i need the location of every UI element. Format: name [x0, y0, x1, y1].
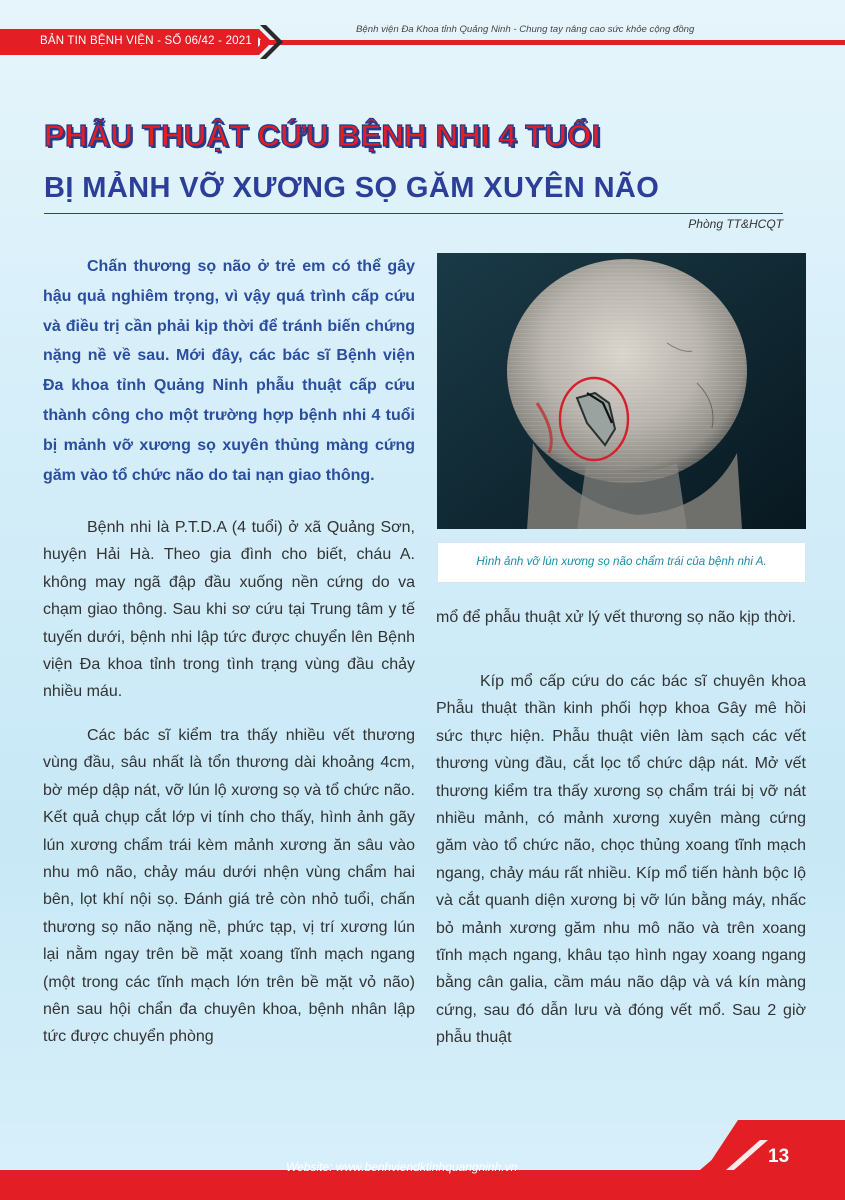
header-chevron-icon — [250, 23, 290, 61]
article-lead: Chấn thương sọ não ở trẻ em có thể gây hậu quả nghiêm trọng, vì vậy quá trình cấp cứu và điều trị cần phải kịp thời để tránh biến chứng nặng nề về sau. Mới đây, các bác sĩ Bệnh viện Đa khoa tỉnh Quảng Ninh phẫu thuật cấp cứu thành công cho một trường hợp bệnh nhi 4 tuổi bị mảnh vỡ xương sọ xuyên thủng màng cứng găm vào tổ chức não do tai nạn giao thông. — [43, 258, 415, 484]
paragraph-3: mổ để phẫu thuật xử lý vết thương sọ não kịp thời. — [436, 609, 796, 626]
ct-scan-photo — [437, 253, 806, 529]
page-number: 13 — [768, 1146, 790, 1167]
paragraph-2: Các bác sĩ kiểm tra thấy nhiều vết thương vùng đầu, sâu nhất là tổn thương dài khoảng 4cm, bờ mép dập nát, vỡ lún lộ xương sọ và tổ chức não. Kết quả chụp cắt lớp vi tính cho thấy, hình ảnh gãy lún xương chẩm trái kèm mảnh xương ăn sâu vào nhu mô não, chảy máu dưới nhện vùng chẩm hai bên, lọt khí nội sọ. Đánh giá trẻ còn nhỏ tuổi, chấn thương sọ não nặng nề, phức tạp, vị trí xương lún lại nằm ngay trên bề mặt xoang tĩnh mạch ngang (một trong các tĩnh mạch lớn trên bề mặt vỏ não) nên sau hội chẩn đa chuyên khoa, bệnh nhân lập tức được chuyển phòng — [43, 727, 415, 1046]
header-red-rule — [260, 40, 845, 45]
paragraph-1: Bệnh nhi là P.T.D.A (4 tuổi) ở xã Quảng Sơn, huyện Hải Hà. Theo gia đình cho biết, cháu A. không may ngã đập đầu xuống nền cứng do va chạm giao thông. Sau khi sơ cứu tại Trung tâm y tế tuyến dưới, bệnh nhi lập tức được chuyển lên Bệnh viện Đa khoa tỉnh trong tình trạng vùng đầu chảy nhiều máu. — [43, 519, 415, 701]
title-divider — [44, 213, 783, 214]
hospital-tagline: Bệnh viện Đa Khoa tỉnh Quảng Ninh - Chung tay nâng cao sức khỏe cộng đồng — [356, 24, 695, 35]
article-subtitle: BỊ MẢNH VỠ XƯƠNG SỌ GĂM XUYÊN NÃO — [44, 172, 660, 204]
figure-caption: Hình ảnh vỡ lún xương sọ não chẩm trái của bệnh nhi A. — [476, 555, 767, 568]
footer-website: Website: www.benhviendktinhquangninh.vn — [286, 1160, 518, 1174]
article-title: PHẪU THUẬT CỨU BỆNH NHI 4 TUỔI — [44, 118, 601, 153]
article-byline: Phòng TT&HCQT — [688, 217, 783, 231]
figure-caption-box — [437, 542, 806, 583]
footer-band — [0, 1118, 845, 1200]
issue-label: BẢN TIN BỆNH VIỆN - SỐ 06/42 - 2021 — [40, 35, 252, 47]
paragraph-4: Kíp mổ cấp cứu do các bác sĩ chuyên khoa Phẫu thuật thần kinh phối hợp khoa Gây mê hồi sức thực hiện. Phẫu thuật viên làm sạch các vết thương vùng đầu, cắt lọc tổ chức dập nát. Mở vết thương kiểm tra thấy xương sọ chẩm trái bị vỡ nát nhiều mảnh, có mảnh xương xuyên màng cứng găm vào tổ chức não, chọc thủng xoang tĩnh mạch ngang, chảy máu rất nhiều. Kíp mổ tiến hành bộc lộ và cắt quanh diện xương bị vỡ lún bằng máy, nhấc bỏ mảnh xương găm nhu mô não và trên xoang tĩnh mạch ngang, khâu tạo hình ngay xoang ngang bằng cân galia, cầm máu não dập và vá kín màng cứng, sau đó dẫn lưu và đóng vết mổ. Sau 2 giờ phẫu thuật — [436, 673, 806, 1047]
